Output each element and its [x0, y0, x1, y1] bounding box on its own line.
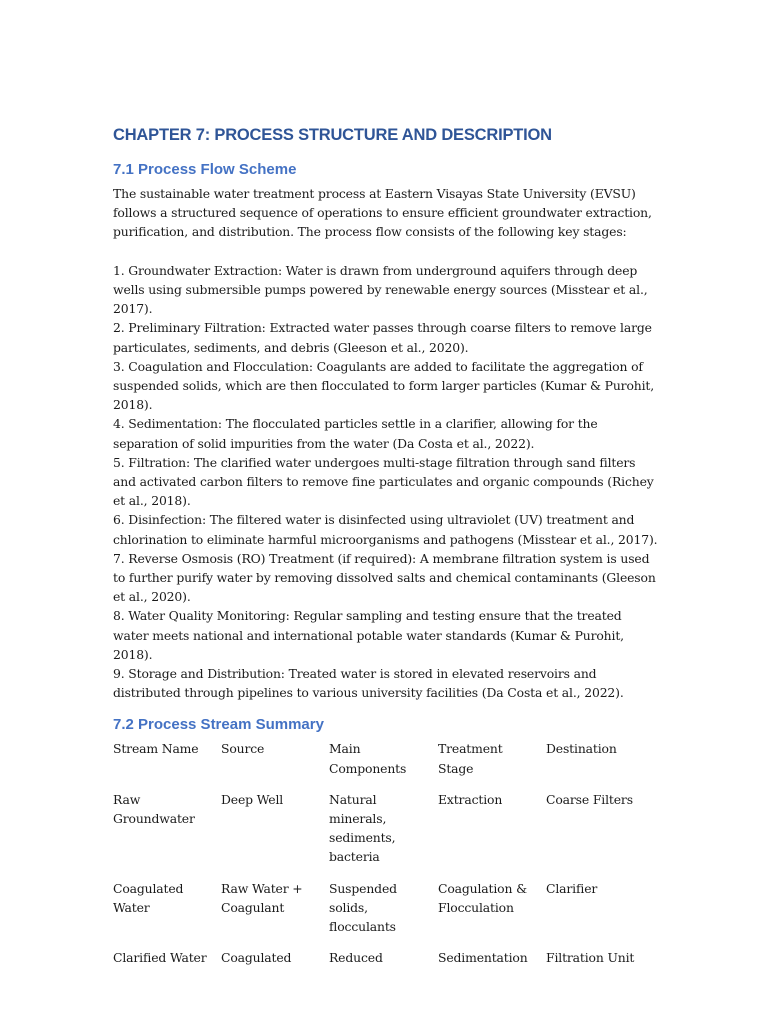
- document-page: [113, 124, 658, 980]
- column-header-stream-name: Stream Name: [113, 741, 199, 757]
- table-row: [113, 879, 658, 949]
- column-header-source: Source: [221, 741, 265, 757]
- list-item: 3. Coagulation and Flocculation: Coagulants are added to facilitate the aggregation of suspended solids, which are then flocculated to form larger particles (Kumar & Purohit, 2018).: [113, 358, 655, 413]
- table-cell: Clarifier: [546, 880, 598, 896]
- table-cell: Sedimentation: [438, 950, 528, 966]
- intro-paragraph: The sustainable water treatment process at Eastern Visayas State University (EVSU) follows a structured sequence of operations to ensure efficient groundwater extraction, purification, and distribution. The process flow consists of the following key stages:: [113, 186, 652, 240]
- list-item: 5. Filtration: The clarified water undergoes multi-stage filtration through sand filters and activated carbon filters to remove fine particulates and organic compounds (Richey et al., 2018).: [113, 454, 654, 509]
- table-cell: Natural minerals, sediments, bacteria: [329, 791, 396, 865]
- section-heading-process-flow: 7.1 Process Flow Scheme: [113, 161, 297, 178]
- list-item: 6. Disinfection: The filtered water is disinfected using ultraviolet (UV) treatment and chlorination to eliminate harmful microorganisms and pathogens (Misstear et al., 2017).: [113, 512, 658, 547]
- stream-summary-table: [113, 739, 658, 979]
- list-item: 4. Sedimentation: The flocculated particles settle in a clarifier, allowing for the separation of solid impurities from the water (Da Costa et al., 2022).: [113, 416, 598, 451]
- list-item: 9. Storage and Distribution: Treated water is stored in elevated reservoirs and distributed through pipelines to various university facilities (Da Costa et al., 2022).: [113, 666, 624, 701]
- table-cell: Filtration Unit: [546, 950, 635, 966]
- list-item: 8. Water Quality Monitoring: Regular sampling and testing ensure that the treated water meets national and international potable water standards (Kumar & Purohit, 2018).: [113, 608, 624, 662]
- column-header-main-components: Main Components: [329, 741, 407, 776]
- table-row: [113, 790, 658, 879]
- list-item: 7. Reverse Osmosis (RO) Treatment (if required): A membrane filtration system is used to further purify water by removing dissolved salts and chemical contaminants (Gleeson et al., 2020).: [113, 550, 656, 605]
- list-item: 2. Preliminary Filtration: Extracted water passes through coarse filters to remove large particulates, sediments, and debris (Gleeson et al., 2020).: [113, 320, 652, 355]
- column-header-destination: Destination: [546, 741, 617, 757]
- table-cell: Clarified Water: [113, 950, 207, 966]
- spacer: [113, 242, 658, 261]
- process-steps-list: [113, 261, 658, 703]
- table-row: [113, 948, 658, 979]
- table-header-row: [113, 739, 658, 789]
- table-cell: Suspended solids, flocculants: [329, 880, 397, 935]
- table-cell: Coarse Filters: [546, 791, 633, 807]
- column-header-treatment-stage: Treatment Stage: [438, 741, 503, 776]
- table-cell: Coagulated: [221, 950, 292, 966]
- chapter-title: CHAPTER 7: PROCESS STRUCTURE AND DESCRIPTION: [113, 126, 552, 144]
- table-cell: Coagulation & Flocculation: [438, 880, 527, 915]
- table-cell: Raw Water + Coagulant: [221, 880, 303, 915]
- table-cell: Raw Groundwater: [113, 791, 195, 827]
- table-cell: Coagulated Water: [113, 880, 184, 915]
- list-item: 1. Groundwater Extraction: Water is drawn from underground aquifers through deep wells using submersible pumps powered by renewable energy sources (Misstear et al., 2017).: [113, 262, 648, 317]
- section-heading-stream-summary: 7.2 Process Stream Summary: [113, 716, 324, 734]
- table-cell: Reduced: [329, 950, 383, 966]
- table-cell: Extraction: [438, 791, 503, 807]
- table-cell: Deep Well: [221, 791, 284, 807]
